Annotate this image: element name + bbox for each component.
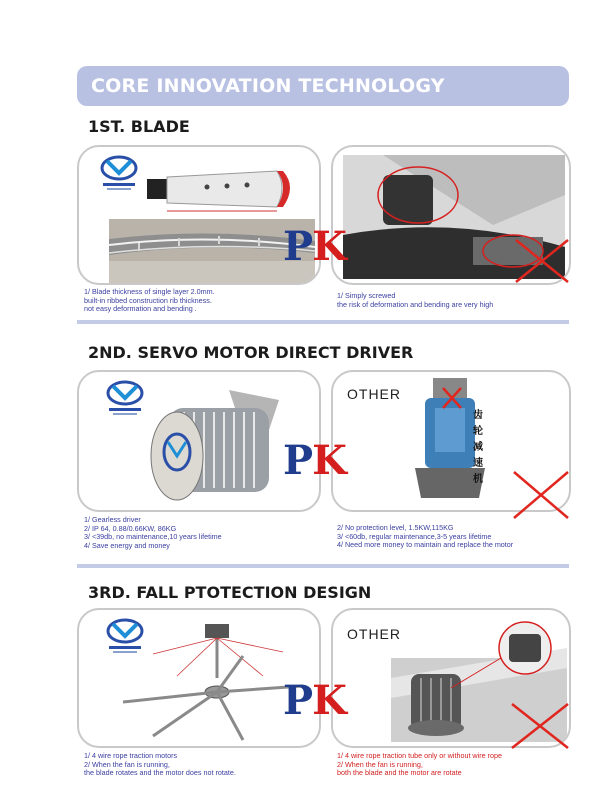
note-line: 3/ <39db, no maintenance,10 years lifetime (84, 532, 222, 542)
note-line: the risk of deformation and bending are very high (337, 299, 494, 309)
pk-letter-k: K (312, 677, 346, 724)
section-title-motor: 2ND. SERVO MOTOR DIRECT DRIVER (88, 343, 414, 362)
section-divider (77, 320, 569, 324)
pk-letter-p: P (283, 223, 313, 270)
note-line: 2/ No protection level, 1.5KW,115KG (337, 523, 454, 532)
note-line: 1/ 4 wire rope traction motors (84, 751, 178, 760)
chinese-char: 轮 (473, 426, 483, 437)
pk-comparison-mark (283, 223, 346, 270)
motor-ours-notes (84, 516, 222, 550)
fall-ours-notes (84, 752, 236, 778)
note-line: 2/ When the fan is running, (84, 759, 170, 769)
pk-letter-k: K (312, 437, 346, 484)
note-line: 4/ Need more money to maintain and replace the motor (337, 540, 514, 550)
note-line: 2/ When the fan is running, (337, 759, 423, 769)
section-divider (77, 564, 569, 568)
fan-wire-rope-photo (93, 616, 313, 742)
note-line: 3/ <60db, regular maintenance,3-5 years lifetime (337, 531, 492, 541)
pk-comparison-mark (283, 677, 346, 724)
cross-icon (508, 700, 572, 752)
note-line: 1/ 4 wire rope traction tube only or without wire rope (337, 751, 502, 760)
note-line: 2/ IP 64, 0.88/0.66KW, 86KG (84, 523, 177, 533)
cross-icon (512, 236, 572, 286)
pk-letter-p: P (283, 437, 313, 484)
note-line: 4/ Save energy and money (84, 540, 170, 550)
note-line: 1/ Simply screwed (337, 291, 396, 300)
servo-motor-photo (139, 380, 289, 505)
other-label: OTHER (347, 626, 401, 642)
note-line: both the blade and the motor are rotate (337, 768, 462, 778)
cross-icon (510, 468, 572, 522)
pk-comparison-mark (283, 437, 346, 484)
note-line: 1/ Gearless driver (84, 515, 141, 524)
fall-other-notes (337, 752, 502, 778)
section-title-fall-protection: 3RD. FALL PTOTECTION DESIGN (88, 583, 372, 602)
motor-other-notes (337, 524, 513, 550)
blade-other-notes (337, 292, 493, 309)
note-line: 1/ Blade thickness of single layer 2.0mm. (84, 287, 215, 296)
pk-letter-p: P (283, 677, 313, 724)
note-line: the blade rotates and the motor does not rotate. (84, 768, 236, 778)
note-line: built-in ribbed construction rib thickness. (84, 295, 212, 305)
chinese-char: 机 (473, 474, 483, 485)
page-title: CORE INNOVATION TECHNOLOGY (91, 75, 445, 97)
note-line: not easy deformation and bending . (84, 304, 197, 314)
other-label: OTHER (347, 386, 401, 402)
pk-letter-k: K (312, 223, 346, 270)
chinese-char: 速 (473, 458, 483, 469)
section-title-blade: 1ST. BLADE (88, 117, 190, 136)
chinese-char: 齿 (473, 410, 483, 421)
chinese-char: 减 (473, 442, 483, 453)
blade-profile-photo (137, 167, 307, 227)
blade-ours-notes (84, 288, 215, 314)
header-banner (77, 66, 569, 106)
chinese-label (472, 408, 484, 488)
